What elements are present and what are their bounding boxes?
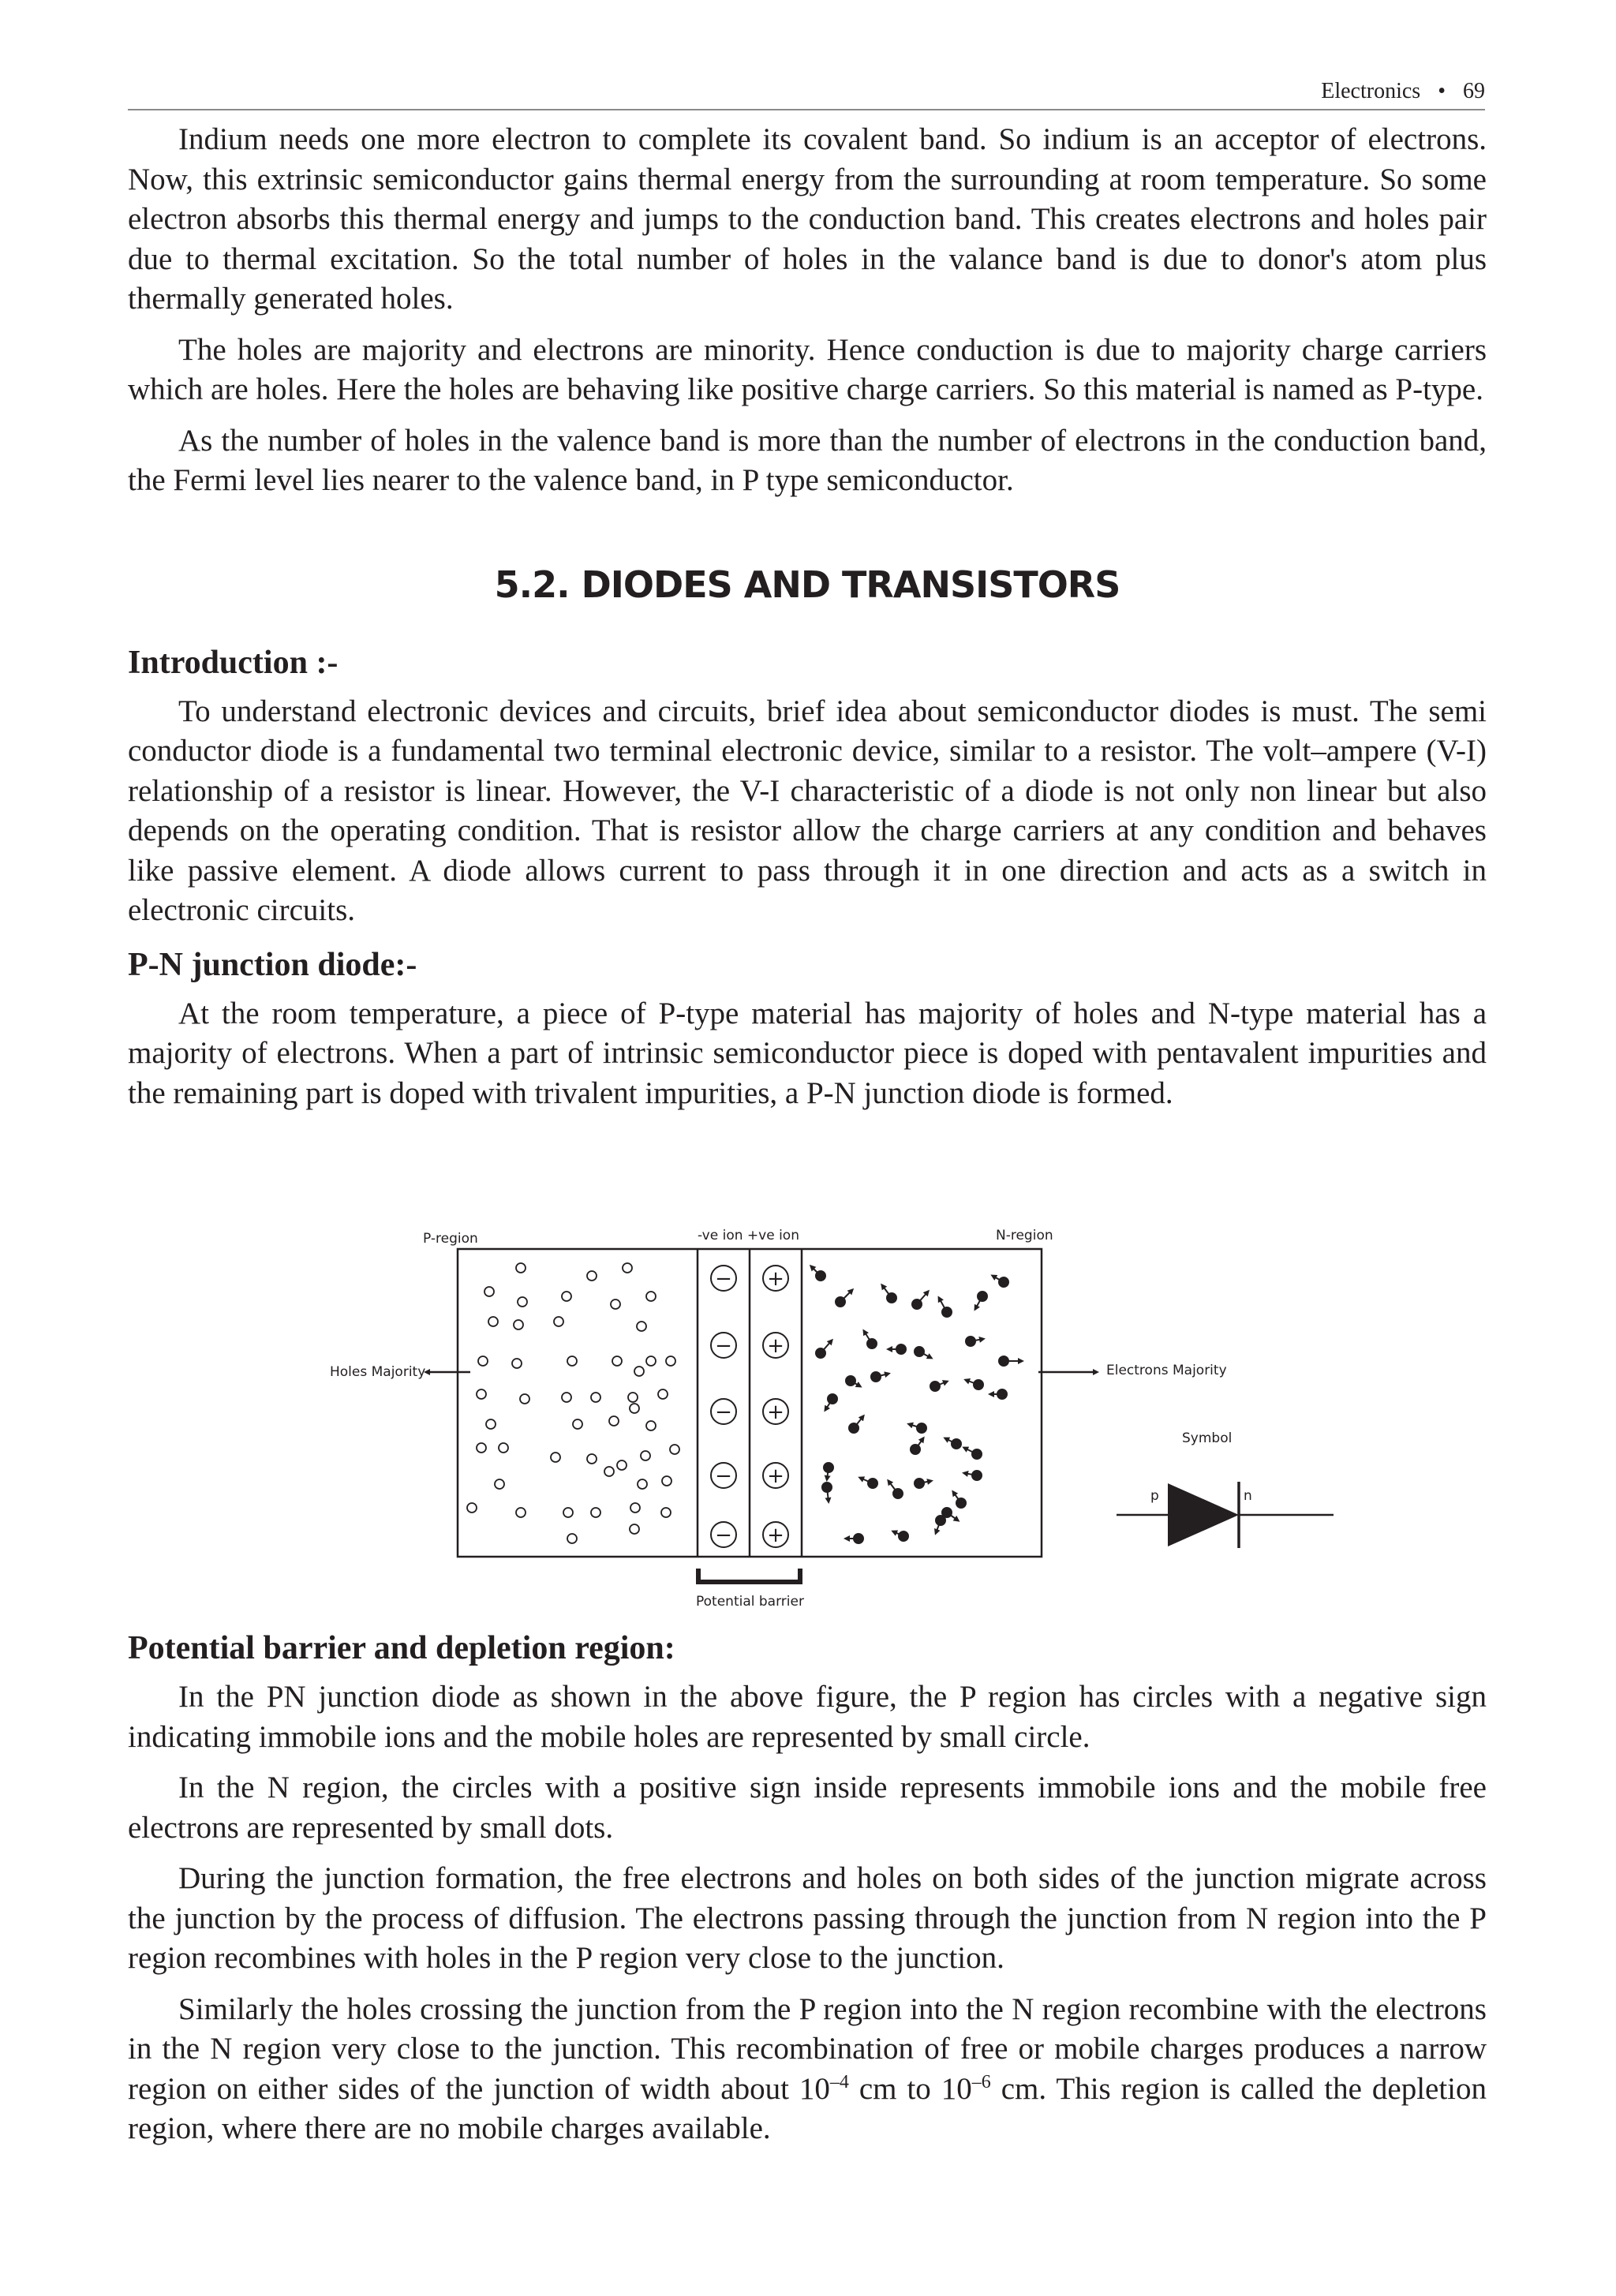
pn-junction-text: At the room temperature, a piece of P-type material has majority of holes and N-type material has a majority of electrons. When a part of intrinsic semiconductor piece is doped with pentavalent impurities and the remaining part is doped with trivalent impurities, a P-N junction diode is formed.: [128, 996, 1487, 1110]
exponent: –4: [829, 2071, 849, 2092]
hole: [630, 1503, 640, 1513]
hole: [495, 1479, 504, 1489]
hole: [484, 1287, 494, 1296]
main-content: [128, 120, 1487, 1124]
text-run: Similarly the holes crossing the junction from the P region into the N region recombine with the electrons in the N region very close to the junction. This recombination of free or mobile charges produces a narrow region on either sides of the junction of width about 10: [128, 1991, 1487, 2106]
running-header: [128, 79, 1485, 110]
pn-junction-diagram: [316, 1219, 1341, 1621]
electron: [964, 1471, 982, 1480]
hole: [646, 1421, 656, 1430]
symbol-p-label: p: [1150, 1488, 1159, 1504]
electron: [912, 1292, 928, 1309]
negative-ion: [711, 1522, 736, 1547]
hole: [562, 1393, 571, 1402]
ion-label: -ve ion +ve ion: [698, 1228, 799, 1243]
svg-text:+: +: [767, 1524, 784, 1547]
hole: [670, 1445, 679, 1454]
svg-text:+: +: [767, 1267, 784, 1291]
svg-text:+: +: [767, 1334, 784, 1358]
hole: [630, 1404, 639, 1413]
hole: [467, 1503, 477, 1513]
electron: [945, 1438, 961, 1449]
potential-barrier-bracket: [698, 1569, 800, 1582]
paragraph: During the junction formation, the free electrons and holes on both sides of the junction migrate across the junction by the process of diffusion. The electrons passing through the junction from N region into the P region recombines with holes in the P region very close to the junction.: [128, 1861, 1487, 1975]
svg-text:+: +: [767, 1400, 784, 1424]
electron: [966, 1380, 983, 1389]
electron: [966, 1337, 983, 1346]
electron: [849, 1416, 863, 1433]
electron: [911, 1438, 923, 1454]
electron: [825, 1394, 837, 1410]
electron: [939, 1298, 952, 1317]
hole: [567, 1356, 577, 1366]
header-title: Electronics: [1321, 79, 1421, 103]
hole: [499, 1443, 508, 1453]
hole: [646, 1356, 656, 1366]
positive-ion: [763, 1266, 788, 1291]
n-region-label: N-region: [996, 1228, 1053, 1243]
hole: [637, 1322, 646, 1331]
hole: [563, 1508, 573, 1517]
svg-text:−: −: [715, 1334, 732, 1358]
hole: [628, 1393, 638, 1402]
hole: [477, 1389, 486, 1399]
pn-junction-heading: P-N junction diode:-: [128, 946, 417, 983]
positive-ion: [763, 1463, 788, 1488]
paragraph: The holes are majority and electrons are minority. Hence conduction is due to majority charge carriers which are holes. Here the holes are behaving like positive charge carriers. So this material is named as P-type.: [128, 332, 1487, 406]
hole: [646, 1292, 656, 1301]
electron: [893, 1531, 908, 1541]
negative-ion: [711, 1333, 736, 1358]
pn-junction-figure: [316, 1219, 1341, 1621]
hole: [634, 1367, 644, 1376]
hole: [567, 1534, 577, 1543]
hole: [623, 1263, 632, 1273]
hole: [611, 1299, 620, 1309]
paragraph: In the N region, the circles with a positive sign inside represents immobile ions and the mobile free electrons are represented by small dots.: [128, 1771, 1487, 1845]
hole: [512, 1359, 522, 1368]
hole: [612, 1356, 622, 1366]
hole: [554, 1317, 563, 1326]
positive-ion: [763, 1399, 788, 1424]
hole: [591, 1393, 600, 1402]
hole: [617, 1460, 627, 1470]
hole: [661, 1508, 671, 1517]
svg-text:−: −: [715, 1267, 732, 1291]
hole: [514, 1320, 523, 1329]
positive-ion: [763, 1522, 788, 1547]
potential-barrier-heading: Potential barrier and depletion region:: [128, 1630, 675, 1666]
electron: [915, 1479, 931, 1488]
symbol-n-label: n: [1244, 1488, 1252, 1504]
diode-symbol: [1117, 1482, 1334, 1548]
p-region-label: P-region: [423, 1231, 478, 1247]
electron: [915, 1347, 931, 1358]
page-number: 69: [1463, 79, 1485, 103]
electron: [816, 1341, 832, 1358]
electron: [871, 1372, 888, 1382]
hole: [478, 1356, 488, 1366]
electron: [999, 1356, 1022, 1366]
electron: [824, 1463, 833, 1479]
electron: [888, 1481, 903, 1498]
hole: [609, 1416, 619, 1426]
electron: [990, 1389, 1007, 1399]
hole: [520, 1394, 529, 1404]
paragraph: In the PN junction diode as shown in the above figure, the P region has circles with a negative sign indicating immobile ions and the mobile holes are represented by small circle.: [128, 1680, 1487, 1754]
text-run: cm. This region is called the depletion region, where there are no mobile charges available.: [128, 2071, 1487, 2145]
text-run: cm to 10: [848, 2071, 972, 2106]
electrons-majority-label: Electrons Majority: [1106, 1363, 1227, 1378]
hole: [604, 1467, 614, 1476]
hole: [477, 1443, 486, 1453]
electron: [846, 1534, 863, 1543]
svg-text:−: −: [715, 1464, 732, 1488]
header-separator: •: [1438, 79, 1446, 103]
hole: [488, 1317, 498, 1326]
negative-ion: [711, 1463, 736, 1488]
hole: [638, 1479, 647, 1489]
hole: [516, 1263, 526, 1273]
electron: [936, 1516, 945, 1533]
hole: [662, 1476, 671, 1486]
hole: [516, 1508, 526, 1517]
electron: [860, 1478, 877, 1488]
holes-majority-label: Holes Majority: [330, 1364, 426, 1380]
negative-ion: [711, 1399, 736, 1424]
hole: [666, 1356, 675, 1366]
exponent: –6: [971, 2071, 991, 2092]
hole: [551, 1453, 560, 1462]
negative-ion: [711, 1266, 736, 1291]
electron: [953, 1492, 966, 1508]
positive-ion: [763, 1333, 788, 1358]
paragraph: Indium needs one more electron to complete its covalent band. So indium is an acceptor of electrons. Now, this extrinsic semiconductor gains thermal energy from the surrounding at room temperature. So some electron absorbs this thermal energy and jumps to the conduction band. This creates electrons and holes pair due to thermal excitation. So the total number of holes in the valance band is due to donor's atom plus thermally generated holes.: [128, 122, 1487, 316]
electron: [909, 1423, 926, 1433]
electron: [993, 1276, 1008, 1287]
electron: [888, 1344, 906, 1354]
svg-text:−: −: [715, 1400, 732, 1424]
paragraph: As the number of holes in the valence band is more than the number of electrons in the conduction band, the Fermi level lies nearer to the valence band, in P type semiconductor.: [128, 423, 1487, 497]
electron: [846, 1376, 860, 1386]
lower-content: [128, 1625, 1487, 2160]
electron: [882, 1285, 896, 1303]
hole: [486, 1419, 496, 1429]
hole: [518, 1297, 527, 1307]
hole: [641, 1451, 650, 1460]
electron: [975, 1292, 987, 1309]
symbol-label: Symbol: [1182, 1430, 1233, 1446]
hole: [573, 1419, 582, 1429]
potential-barrier-label: Potential barrier: [696, 1594, 804, 1610]
hole: [587, 1271, 597, 1281]
electron: [864, 1331, 877, 1348]
electron: [930, 1382, 947, 1391]
hole: [587, 1454, 597, 1464]
hole: [591, 1508, 600, 1517]
electron: [811, 1266, 825, 1281]
hole: [562, 1292, 571, 1301]
electron: [822, 1483, 832, 1501]
section-title: 5.2. DIODES AND TRANSISTORS: [494, 563, 1120, 606]
svg-text:−: −: [715, 1524, 732, 1547]
introduction-text: To understand electronic devices and circuits, brief idea about semiconductor diodes is must. The semi conductor diode is a fundamental two terminal electronic device, similar to a resistor. The volt–ampere (V-I) relationship of a resistor is linear. However, the V-I characteristic of a diode is not only non linear but also depends on the operating condition. That is resistor allow the charge carriers at any condition and behaves like passive element. A diode allows current to pass through it in one direction and acts as a switch in electronic circuits.: [128, 694, 1487, 927]
hole: [658, 1389, 668, 1399]
paragraph: [128, 1990, 1487, 2149]
introduction-heading: Introduction :-: [128, 644, 339, 681]
hole: [630, 1524, 639, 1534]
svg-text:+: +: [767, 1464, 784, 1488]
electron: [836, 1290, 852, 1307]
electron: [964, 1448, 982, 1459]
